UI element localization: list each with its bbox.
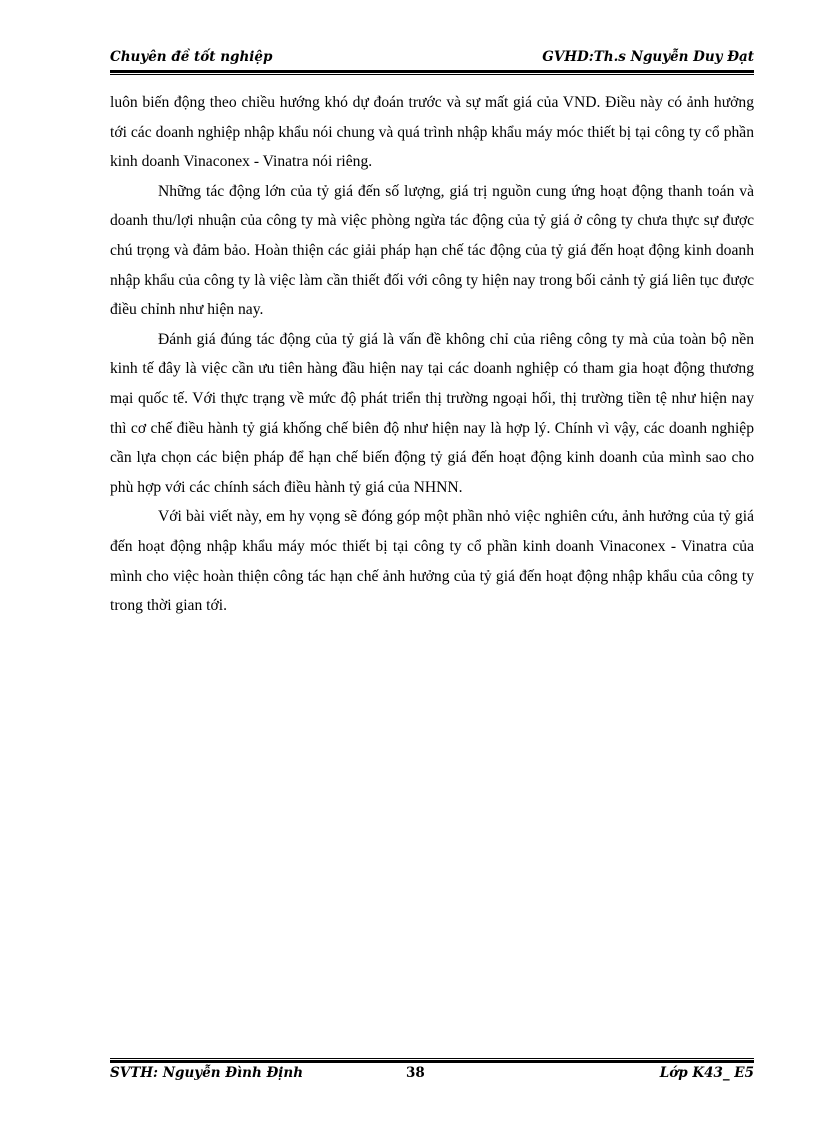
header-advisor: GVHD:Th.s Nguyễn Duy Đạt — [542, 49, 754, 65]
paragraph-continuation: luôn biến động theo chiều hướng khó dự đoán trước và sự mất giá của VND. Điều này có ảnh hưởng tới các doanh nghiệp nhập khẩu nói chung và quá trình nhập khẩu máy móc thiết bị tại công ty cổ phần kinh doanh Vinaconex - Vinatra nói riêng. — [110, 94, 754, 171]
footer-rule-thin — [110, 1058, 754, 1059]
footer-class: Lớp K43_ E5 — [659, 1065, 754, 1081]
page-footer — [110, 1065, 754, 1087]
paragraph: Đánh giá đúng tác động của tỷ giá là vấn đề không chỉ của riêng công ty mà của toàn bộ nền kinh tế đây là việc cần ưu tiên hàng đầu hiện nay tại các doanh nghiệp có tham gia hoạt động thương mại quốc tế. Với thực trạng về mức độ phát triển thị trường ngoại hối, thị trường tiền tệ như hiện nay thì cơ chế điều hành tỷ giá khống chế biên độ như hiện nay là hợp lý. Chính vì vậy, các doanh nghiệp cần lựa chọn các biện pháp để hạn chế biến động tỷ giá đến hoạt động kinh doanh của mình sao cho phù hợp với các chính sách điều hành tỷ giá của NHNN. — [110, 330, 754, 496]
page-number: 38 — [406, 1065, 425, 1081]
header-rule-thin — [110, 74, 754, 75]
footer-rule-thick — [110, 1060, 754, 1063]
paragraph: Những tác động lớn của tỷ giá đến số lượng, giá trị nguồn cung ứng hoạt động thanh toán và doanh thu/lợi nhuận của công ty mà việc phòng ngừa tác động của tỷ giá ở công ty chưa thực sự được chú trọng và đảm bảo. Hoàn thiện các giải pháp hạn chế tác động của tỷ giá đến hoạt động kinh doanh nhập khẩu của công ty là việc làm cần thiết đối với công ty hiện nay trong bối cảnh tỷ giá liên tục được điều chỉnh như hiện nay. — [110, 182, 754, 319]
header-rule-thick — [110, 70, 754, 73]
paragraph: Với bài viết này, em hy vọng sẽ đóng góp một phần nhỏ việc nghiên cứu, ảnh hưởng của tỷ giá đến hoạt động nhập khẩu máy móc thiết bị tại công ty cổ phần kinh doanh Vinaconex - Vinatra của mình cho việc hoàn thiện công tác hạn chế ảnh hưởng của tỷ giá đến hoạt động nhập khẩu của công ty trong thời gian tới. — [110, 508, 754, 615]
header-topic: Chuyên đề tốt nghiệp — [110, 49, 273, 65]
footer-student: SVTH: Nguyễn Đình Định — [110, 1065, 304, 1081]
page-header — [110, 49, 754, 71]
document-body — [110, 88, 754, 621]
